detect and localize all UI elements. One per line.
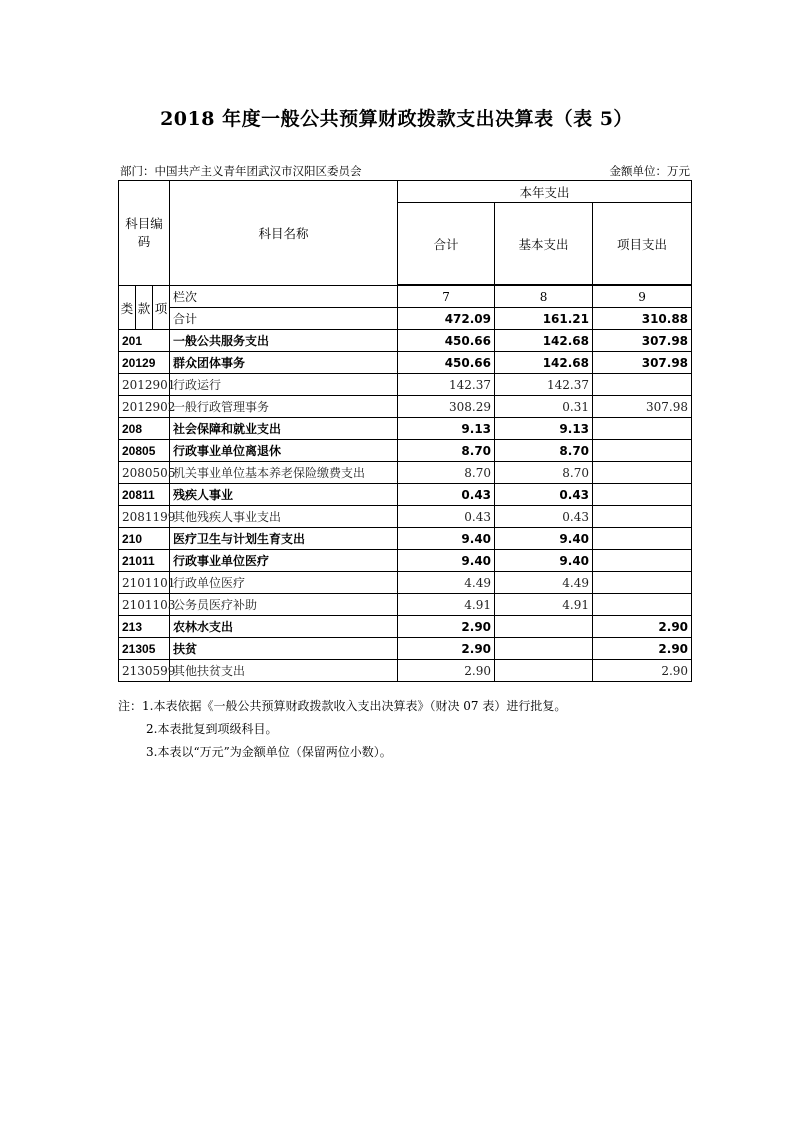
- col7-label: 7: [398, 286, 495, 308]
- row-name: 其他残疾人事业支出: [170, 506, 398, 528]
- table-row: [119, 462, 692, 484]
- row-code: 2081199: [119, 506, 170, 528]
- table-row: [119, 616, 692, 638]
- kuan-header: 款: [136, 286, 153, 330]
- row-total: 308.29: [398, 396, 495, 418]
- current-year-header: 本年支出: [398, 181, 692, 203]
- row-project: [593, 374, 692, 396]
- row-name: 医疗卫生与计划生育支出: [170, 528, 398, 550]
- row-project: [593, 484, 692, 506]
- note-2: 2.本表批复到项级科目。: [146, 722, 278, 736]
- row-code: 210: [119, 528, 170, 550]
- row-total: 0.43: [398, 484, 495, 506]
- row-code: 21305: [119, 638, 170, 660]
- row-code: 2101103: [119, 594, 170, 616]
- row-basic: 8.70: [495, 440, 593, 462]
- row-name: 其他扶贫支出: [170, 660, 398, 682]
- lei-header: 类: [119, 286, 136, 330]
- row-project: 307.98: [593, 396, 692, 418]
- row-code: 213: [119, 616, 170, 638]
- row-name: 行政事业单位离退休: [170, 440, 398, 462]
- row-basic: [495, 660, 593, 682]
- row-project: [593, 506, 692, 528]
- row-total: 0.43: [398, 506, 495, 528]
- row-project: 2.90: [593, 660, 692, 682]
- table-row: [119, 660, 692, 682]
- sum-project: 310.88: [593, 308, 692, 330]
- row-total: 2.90: [398, 660, 495, 682]
- row-project: [593, 528, 692, 550]
- sum-basic: 161.21: [495, 308, 593, 330]
- row-project: [593, 572, 692, 594]
- row-total: 8.70: [398, 440, 495, 462]
- row-total: 450.66: [398, 330, 495, 352]
- note-3: 3.本表以“万元”为金额单位（保留两位小数）。: [146, 745, 392, 759]
- row-name: 一般行政管理事务: [170, 396, 398, 418]
- department-label: 部门：中国共产主义青年团武汉市汉阳区委员会: [120, 164, 362, 178]
- row-code: 208: [119, 418, 170, 440]
- row-name: 群众团体事务: [170, 352, 398, 374]
- row-name: 一般公共服务支出: [170, 330, 398, 352]
- col9-label: 9: [593, 286, 692, 308]
- row-name: 公务员医疗补助: [170, 594, 398, 616]
- row-basic: 8.70: [495, 462, 593, 484]
- table-row: [119, 330, 692, 352]
- row-total: 9.40: [398, 550, 495, 572]
- row-project: [593, 550, 692, 572]
- row-basic: 0.43: [495, 506, 593, 528]
- row-basic: 142.68: [495, 330, 593, 352]
- table-row: [119, 352, 692, 374]
- row-name: 扶贫: [170, 638, 398, 660]
- row-total: 9.13: [398, 418, 495, 440]
- row-code: 20805: [119, 440, 170, 462]
- row-code: 2130599: [119, 660, 170, 682]
- page-title: 2018 年度一般公共预算财政拨款支出决算表（表 5）: [160, 108, 633, 130]
- row-total: 9.40: [398, 528, 495, 550]
- row-project: 307.98: [593, 352, 692, 374]
- table-row: [119, 528, 692, 550]
- table-row: [119, 418, 692, 440]
- row-project: [593, 594, 692, 616]
- table-row: [119, 374, 692, 396]
- row-basic: 9.40: [495, 550, 593, 572]
- notes: [118, 695, 566, 764]
- row-project: 2.90: [593, 638, 692, 660]
- row-name: 行政单位医疗: [170, 572, 398, 594]
- unit-label: 金额单位：万元: [609, 164, 690, 178]
- row-basic: [495, 616, 593, 638]
- row-name: 社会保障和就业支出: [170, 418, 398, 440]
- row-code: 21011: [119, 550, 170, 572]
- table-row: [119, 594, 692, 616]
- note-1: 注：1.本表依据《一般公共预算财政拨款收入支出决算表》（财决 07 表）进行批复。: [118, 699, 567, 713]
- row-project: [593, 418, 692, 440]
- row-basic: 0.43: [495, 484, 593, 506]
- row-code: 20811: [119, 484, 170, 506]
- row-name: 农林水支出: [170, 616, 398, 638]
- row-project: [593, 462, 692, 484]
- row-total: 142.37: [398, 374, 495, 396]
- row-name: 行政事业单位医疗: [170, 550, 398, 572]
- sum-label: 合计: [170, 308, 398, 330]
- row-basic: 0.31: [495, 396, 593, 418]
- row-code: 201: [119, 330, 170, 352]
- row-total: 4.91: [398, 594, 495, 616]
- xiang-header: 项: [153, 286, 170, 330]
- row-total: 4.49: [398, 572, 495, 594]
- code-group-header: 科目编码: [119, 181, 170, 286]
- row-basic: 4.91: [495, 594, 593, 616]
- table-row: [119, 550, 692, 572]
- row-basic: 9.13: [495, 418, 593, 440]
- name-header: 科目名称: [170, 181, 398, 286]
- row-total: 2.90: [398, 616, 495, 638]
- row-code: 2012902: [119, 396, 170, 418]
- total-header: 合计: [398, 203, 495, 285]
- table-row: [119, 506, 692, 528]
- row-code: 2080505: [119, 462, 170, 484]
- table-row: [119, 638, 692, 660]
- col8-label: 8: [495, 286, 593, 308]
- row-total: 2.90: [398, 638, 495, 660]
- table-row: [119, 484, 692, 506]
- row-name: 残疾人事业: [170, 484, 398, 506]
- sum-total: 472.09: [398, 308, 495, 330]
- row-basic: 142.37: [495, 374, 593, 396]
- row-project: [593, 440, 692, 462]
- row-code: 20129: [119, 352, 170, 374]
- table-row: [119, 440, 692, 462]
- row-basic: 4.49: [495, 572, 593, 594]
- row-basic: 9.40: [495, 528, 593, 550]
- row-name: 行政运行: [170, 374, 398, 396]
- row-project: 307.98: [593, 330, 692, 352]
- expenditure-table: [118, 180, 692, 682]
- row-total: 450.66: [398, 352, 495, 374]
- table-row: [119, 396, 692, 418]
- project-header: 项目支出: [593, 203, 692, 285]
- row-name: 机关事业单位基本养老保险缴费支出: [170, 462, 398, 484]
- column-no-label: 栏次: [170, 286, 398, 308]
- row-total: 8.70: [398, 462, 495, 484]
- row-code: 2101101: [119, 572, 170, 594]
- table-meta: [120, 163, 690, 181]
- table-row: [119, 572, 692, 594]
- basic-header: 基本支出: [495, 203, 593, 285]
- row-code: 2012901: [119, 374, 170, 396]
- row-basic: [495, 638, 593, 660]
- row-project: 2.90: [593, 616, 692, 638]
- row-basic: 142.68: [495, 352, 593, 374]
